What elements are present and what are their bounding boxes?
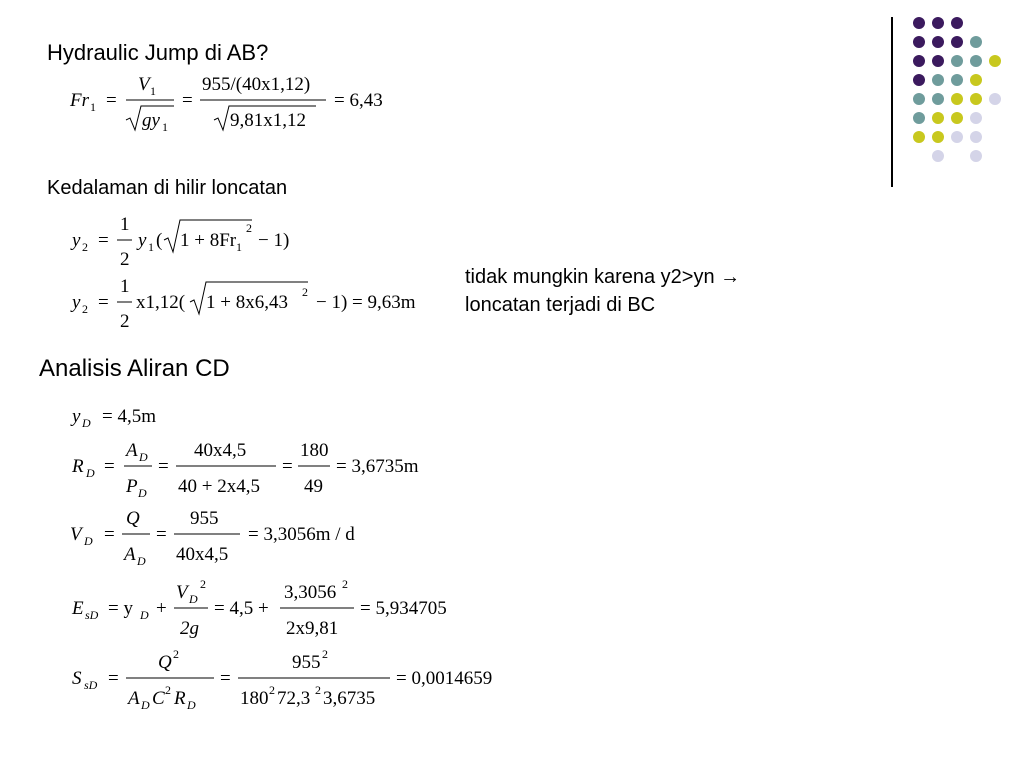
eq-ssd-f2-num: 955	[292, 652, 321, 673]
eq-esd-f1-num: V	[176, 582, 188, 603]
eq-y2v-pre: x1,12(	[136, 292, 186, 313]
decorative-dot	[913, 131, 925, 143]
eq-vd-lhs-sub: D	[84, 534, 93, 548]
decorative-dot	[970, 55, 982, 67]
svg-text:=: =	[98, 292, 109, 313]
note-line-1: tidak mungkin karena y2>yn	[465, 266, 715, 288]
decorative-dot	[913, 74, 925, 86]
heading-downstream-depth: Kedalaman di hilir loncatan	[47, 177, 288, 199]
decorative-dot	[989, 55, 1001, 67]
decorative-dot	[970, 93, 982, 105]
eq-y2v-half-num: 1	[120, 276, 130, 297]
eq-y2f-lhs: y	[72, 230, 81, 251]
eq-ssd-f1-den-c: C	[152, 688, 165, 709]
svg-text:=: =	[182, 90, 193, 111]
eq-y2f-inner: 1 + 8Fr	[180, 230, 237, 251]
eq-fr-lhs: Fr	[70, 90, 89, 111]
svg-text:=: =	[108, 668, 119, 689]
eq-rd-f2-num: 40x4,5	[194, 440, 247, 461]
note-line-2: loncatan terjadi di BC	[465, 294, 656, 316]
decorative-dot	[932, 36, 944, 48]
eq-fr-num2: 955/(40x1,12)	[202, 74, 311, 95]
eq-rd-f1-num: A	[126, 440, 138, 461]
eq-fr-den2: 9,81x1,12	[230, 110, 306, 131]
decorative-dot	[951, 55, 963, 67]
equation-y2-formula	[72, 210, 332, 272]
heading-analysis-cd: Analisis Aliran CD	[39, 355, 230, 382]
svg-text:=: =	[156, 524, 167, 545]
eq-ssd-f2-num-sup: 2	[322, 647, 328, 661]
eq-ssd-f1-den-r: R	[174, 688, 186, 709]
decorative-dot	[913, 93, 925, 105]
eq-ssd-f2-den: 180	[240, 688, 269, 709]
eq-rd-f2-den: 40 + 2x4,5	[178, 476, 260, 497]
decorative-dot	[913, 55, 925, 67]
decorative-dot	[951, 74, 963, 86]
decorative-dot	[913, 17, 925, 29]
eq-esd-lhs-sub: sD	[85, 608, 99, 622]
eq-fr-lhs-sub: 1	[90, 100, 96, 114]
decorative-dot	[970, 36, 982, 48]
svg-text:(: (	[156, 230, 163, 251]
equation-yd	[72, 400, 212, 430]
note-text	[465, 263, 740, 319]
equation-rd	[72, 438, 452, 500]
eq-rd-result: = 3,6735m	[336, 456, 419, 477]
decorative-dot	[913, 112, 925, 124]
eq-esd-f1-den: 2g	[180, 618, 199, 639]
decorative-dot	[951, 17, 963, 29]
decorative-dot	[970, 74, 982, 86]
eq-ssd-f1-num: Q	[158, 652, 172, 673]
eq-vd-lhs: V	[70, 524, 82, 545]
eq-y2f-y1-sub: 1	[148, 240, 154, 254]
heading-hydraulic-jump: Hydraulic Jump di AB?	[47, 40, 269, 65]
eq-fr-v: V	[138, 74, 150, 95]
svg-text:=: =	[104, 524, 115, 545]
eq-vd-f1-num: Q	[126, 508, 140, 529]
decorative-dot	[932, 55, 944, 67]
eq-y2v-tail: − 1) = 9,63m	[316, 292, 416, 313]
eq-esd-mid-sub: D	[140, 608, 149, 622]
eq-esd-lhs: E	[72, 598, 84, 619]
eq-ssd-result: = 0,0014659	[396, 668, 493, 689]
decorative-dot	[989, 93, 1001, 105]
decorative-dot	[932, 150, 944, 162]
eq-vd-f2-den: 40x4,5	[176, 544, 229, 565]
eq-ssd-f1-den-sub: D	[141, 698, 150, 712]
decorative-dot	[970, 150, 982, 162]
eq-rd-f1-num-sub: D	[139, 450, 148, 464]
eq-rd-f3-den: 49	[304, 476, 323, 497]
eq-rd-lhs: R	[72, 456, 84, 477]
eq-fr-gy: gy	[142, 110, 160, 131]
equation-esd	[72, 578, 472, 642]
decorative-dot	[913, 36, 925, 48]
equation-froude-number	[70, 70, 410, 140]
eq-y2v-lhs: y	[72, 292, 81, 313]
svg-text:=: =	[158, 456, 169, 477]
svg-text:=: =	[104, 456, 115, 477]
eq-y2f-y1: y	[138, 230, 147, 251]
eq-rd-lhs-sub: D	[86, 466, 95, 480]
decorative-dot	[932, 112, 944, 124]
eq-vd-f1-den: A	[124, 544, 136, 565]
equation-vd	[70, 506, 390, 568]
eq-esd-f1-num-sub: D	[189, 592, 198, 606]
eq-y2v-half-den: 2	[120, 311, 130, 332]
eq-esd-f1-num-sup: 2	[200, 577, 206, 591]
eq-vd-f1-den-sub: D	[137, 554, 146, 568]
eq-esd-f2-den: 2x9,81	[286, 618, 339, 639]
eq-y2f-inner-sub: 1	[236, 240, 242, 254]
svg-text:=: =	[98, 230, 109, 251]
eq-y2f-half-den: 2	[120, 249, 130, 270]
eq-ssd-f1-den-c-sup: 2	[165, 683, 171, 697]
eq-rd-f3-num: 180	[300, 440, 329, 461]
decorative-dot	[970, 131, 982, 143]
decorative-dot	[932, 93, 944, 105]
decorative-dot	[951, 36, 963, 48]
eq-ssd-f2-den-sup1: 2	[269, 683, 275, 697]
eq-esd-plus: +	[156, 598, 167, 619]
eq-y2f-half-num: 1	[120, 214, 130, 235]
eq-yd-lhs: y	[72, 406, 81, 427]
eq-rd-f1-den: P	[126, 476, 138, 497]
eq-esd-mid: = y	[108, 598, 133, 619]
decorative-dot	[932, 17, 944, 29]
eq-vd-f2-num: 955	[190, 508, 219, 529]
eq-fr-result: = 6,43	[334, 90, 383, 111]
eq-fr-gy-sub: 1	[162, 120, 168, 134]
arrow-right-icon: →	[720, 266, 741, 288]
eq-vd-result: = 3,3056m / d	[248, 524, 355, 545]
eq-ssd-f1-num-sup: 2	[173, 647, 179, 661]
eq-y2v-inner: 1 + 8x6,43	[206, 292, 288, 313]
equation-y2-value	[72, 274, 442, 336]
eq-ssd-lhs: S	[72, 668, 82, 689]
eq-y2v-lhs-sub: 2	[82, 302, 88, 316]
eq-y2f-inner-sup: 2	[246, 221, 252, 235]
eq-yd-lhs-sub: D	[82, 416, 91, 430]
eq-fr-v-sub: 1	[150, 84, 156, 98]
decorative-dot	[951, 112, 963, 124]
eq-esd-result: = 5,934705	[360, 598, 447, 619]
decorative-dot	[951, 131, 963, 143]
decorative-dot	[951, 93, 963, 105]
equation-ssd	[72, 648, 532, 714]
svg-text:=: =	[282, 456, 293, 477]
eq-rd-f1-den-sub: D	[138, 486, 147, 500]
eq-ssd-f2-den-mid: 72,3	[277, 688, 311, 709]
eq-ssd-f1-den: A	[128, 688, 140, 709]
eq-esd-mid2: = 4,5 +	[214, 598, 269, 619]
decorative-dot	[932, 74, 944, 86]
svg-text:=: =	[106, 90, 117, 111]
eq-yd-rhs: = 4,5m	[102, 406, 156, 427]
eq-y2f-lhs-sub: 2	[82, 240, 88, 254]
eq-y2f-tail: − 1)	[258, 230, 290, 251]
eq-ssd-f2-den-sup2: 2	[315, 683, 321, 697]
eq-esd-f2-num-sup: 2	[342, 577, 348, 591]
eq-ssd-lhs-sub: sD	[84, 678, 98, 692]
eq-y2v-inner-sup: 2	[302, 285, 308, 299]
eq-ssd-f2-den-end: 3,6735	[323, 688, 376, 709]
decorative-vertical-line	[891, 17, 893, 187]
eq-esd-f2-num: 3,3056	[284, 582, 337, 603]
eq-ssd-f1-den-r-sub: D	[187, 698, 196, 712]
decorative-dot	[932, 131, 944, 143]
decorative-dot	[970, 112, 982, 124]
svg-text:=: =	[220, 668, 231, 689]
